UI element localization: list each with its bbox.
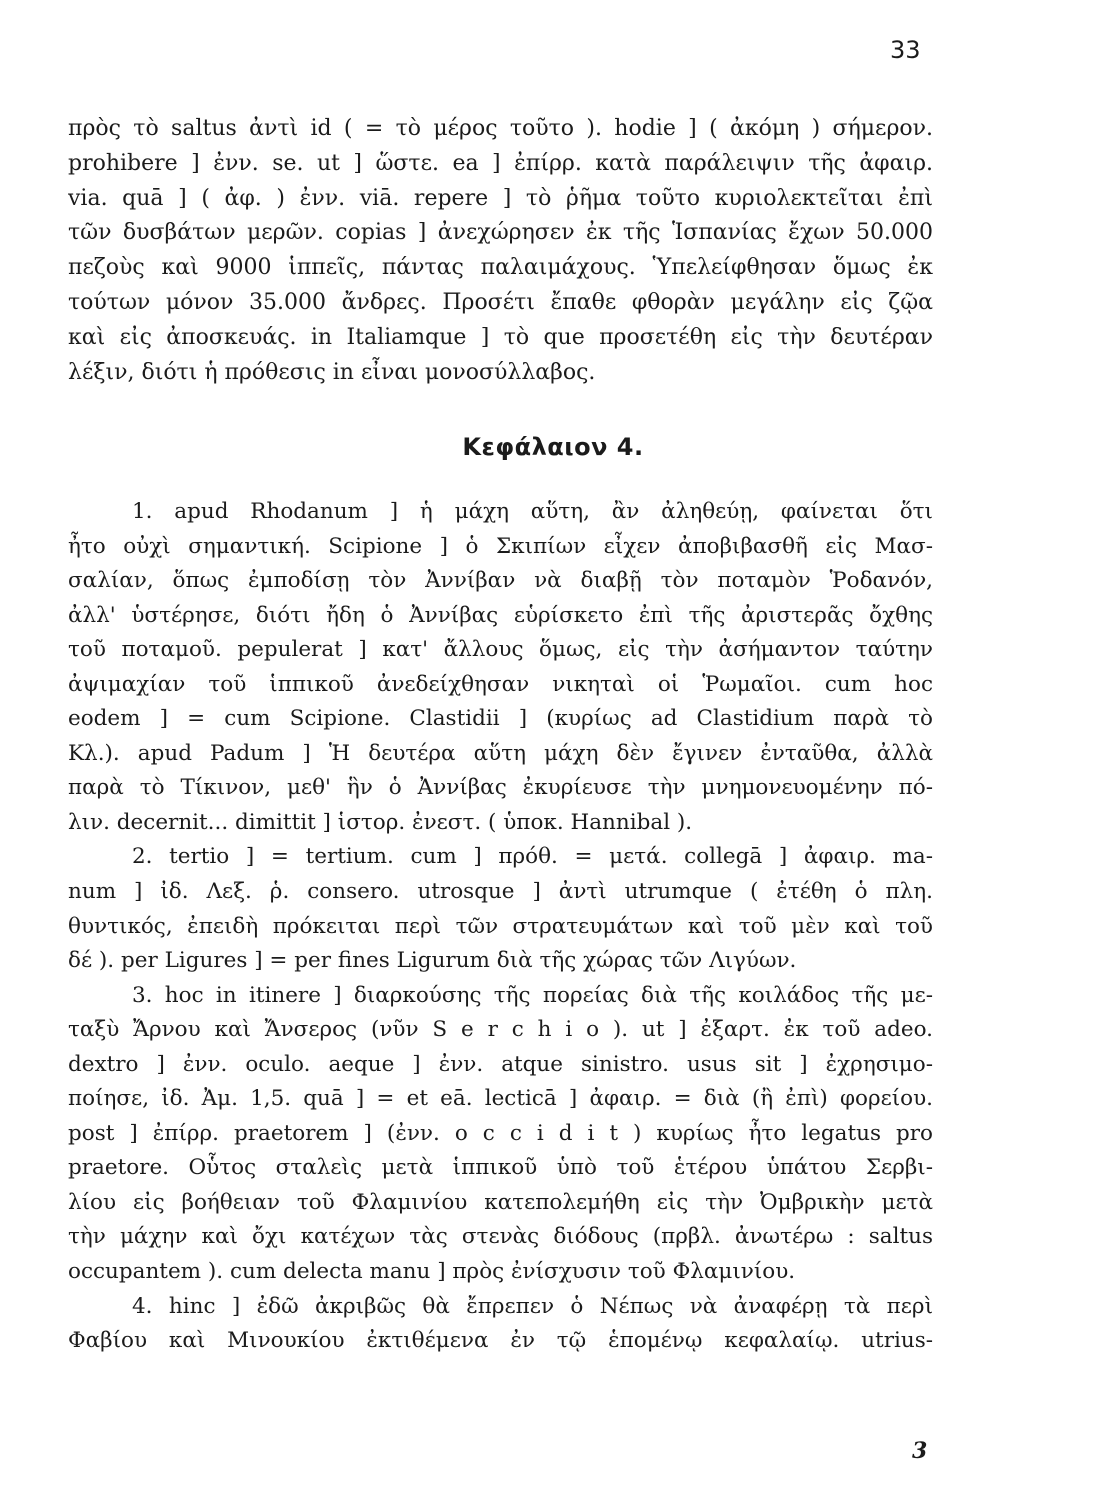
text-line: ταξὺ Ἄρνου καὶ Ἄνσερος (νῦν S e r c h i o ). ut ] ἐξαρτ. ἐκ τοῦ adeo. [68,1017,933,1043]
text-line: via. quā ] ( ἀφ. ) ἐνν. viā. repere ] τὸ ῥῆμα τοῦτο κυριολεκτεῖται ἐπὶ [68,185,933,211]
commentary-body [68,495,933,1359]
text-line: 1. apud Rhodanum ] ἡ μάχη αὕτη, ἂν ἀληθεύῃ, φαίνεται ὅτι [132,499,933,524]
text-line: 4. hinc ] ἐδῶ ἀκριβῶς θὰ ἔπρεπεν ὁ Νέπως νὰ ἀναφέρῃ τὰ περὶ [132,1293,933,1319]
text-line: Φαβίου καὶ Μινουκίου ἐκτιθέμενα ἐν τῷ ἑπομένῳ κεφαλαίῳ. utrius- [68,1328,933,1354]
text-line: ἀλλ' ὑστέρησε, διότι ἤδη ὁ Ἀννίβας εὑρίσκετο ἐπὶ τῆς ἀριστερᾶς ὄχθης [68,602,933,628]
signature-mark: 3 [912,1438,928,1464]
text-line: πεζοὺς καὶ 9000 ἱππεῖς, πάντας παλαιμάχους. Ὑπελείφθησαν ὅμως ἐκ [68,255,933,281]
intro-paragraph [68,112,933,390]
text-line: τὴν μάχην καὶ ὄχι κατέχων τὰς στενὰς διόδους (πρβλ. ἀνωτέρω : saltus [68,1224,933,1250]
text-line: ἦτο οὐχὶ σημαντική. Scipione ] ὁ Σκιπίων εἶχεν ἀποβιβασθῆ εἰς Μασ- [68,533,933,559]
text-line: ἀψιμαχίαν τοῦ ἱππικοῦ ἀνεδείχθησαν νικηταὶ οἱ Ῥωμαῖοι. cum hoc [68,671,933,697]
text-line: 2. tertio ] = tertium. cum ] πρόθ. = μετά. collegā ] ἀφαιρ. ma- [132,844,933,870]
text-line: καὶ εἰς ἀποσκευάς. in Italiamque ] τὸ que προσετέθη εἰς τὴν δευτέραν [68,324,933,350]
text-line: λιν. decernit... dimittit ] ἱστορ. ἐνεστ. ( ὑποκ. Hannibal ). [68,809,693,835]
text-line: λίου εἰς βοήθειαν τοῦ Φλαμινίου κατεπολεμήθη εἰς τὴν Ὀμβρικὴν μετὰ [68,1189,933,1215]
text-line: τῶν δυσβάτων μερῶν. copias ] ἀνεχώρησεν ἐκ τῆς Ἱσπανίας ἔχων 50.000 [68,220,933,246]
text-line: prohibere ] ἐνν. se. ut ] ὥστε. ea ] ἐπίρρ. κατὰ παράλειψιν τῆς ἀφαιρ. [68,150,933,176]
text-line: dextro ] ἐνν. oculo. aeque ] ἐνν. atque sinistro. usus sit ] ἐχρησιμο- [68,1051,933,1077]
text-line: eodem ] = cum Scipione. Clastidii ] (κυρίως ad Clastidium παρὰ τὸ [68,706,933,732]
text-line: 3. hoc in itinere ] διαρκούσης τῆς πορείας διὰ τῆς κοιλάδος τῆς με- [132,982,933,1008]
text-line: τοῦ ποταμοῦ. pepulerat ] κατ' ἄλλους ὅμως, εἰς τὴν ἀσήμαντον ταύτην [68,637,933,663]
text-line: Κλ.). apud Padum ] Ἡ δευτέρα αὕτη μάχη δὲν ἔγινεν ἐνταῦθα, ἀλλὰ [68,740,933,766]
chapter-heading: Κεφάλαιον 4. [462,433,644,461]
text-line: praetore. Οὗτος σταλεὶς μετὰ ἱππικοῦ ὑπὸ τοῦ ἑτέρου ὑπάτου Σερβι- [68,1155,933,1181]
text-line: πρὸς τὸ saltus ἀντὶ id ( = τὸ μέρος τοῦτο ). hodie ] ( ἀκόμη ) σήμερον. [68,116,933,141]
text-line: δέ ). per Ligures ] = per fines Ligurum διὰ τῆς χώρας τῶν Λιγύων. [68,948,797,974]
text-line: θυντικός, ἐπειδὴ πρόκειται περὶ τῶν στρατευμάτων καὶ τοῦ μὲν καὶ τοῦ [68,913,933,939]
text-line: τούτων μόνον 35.000 ἄνδρες. Προσέτι ἔπαθε φθορὰν μεγάλην εἰς ζῷα [68,289,933,315]
text-line: παρὰ τὸ Τίκινον, μεθ' ἣν ὁ Ἀννίβας ἐκυρίευσε τὴν μνημονευομένην πό- [68,775,933,801]
text-line: occupantem ). cum delecta manu ] πρὸς ἐνίσχυσιν τοῦ Φλαμινίου. [68,1259,796,1285]
text-line: ποίησε, ἰδ. Ἀμ. 1,5. quā ] = et eā. lecticā ] ἀφαιρ. = διὰ (ἢ ἐπὶ) φορείου. [68,1086,933,1112]
text-line: post ] ἐπίρρ. praetorem ] (ἐνν. o c c i d i t ) κυρίως ἦτο legatus pro [68,1120,933,1146]
text-line: σαλίαν, ὅπως ἐμποδίσῃ τὸν Ἀννίβαν νὰ διαβῇ τὸν ποταμὸν Ῥοδανόν, [68,568,933,594]
page-number: 33 [890,36,921,64]
text-line: λέξιν, διότι ἡ πρόθεσις in εἶναι μονοσύλλαβος. [68,359,596,385]
text-line: num ] ἰδ. Λεξ. ῥ. consero. utrosque ] ἀντὶ utrumque ( ἐτέθη ὁ πλη. [68,879,933,905]
